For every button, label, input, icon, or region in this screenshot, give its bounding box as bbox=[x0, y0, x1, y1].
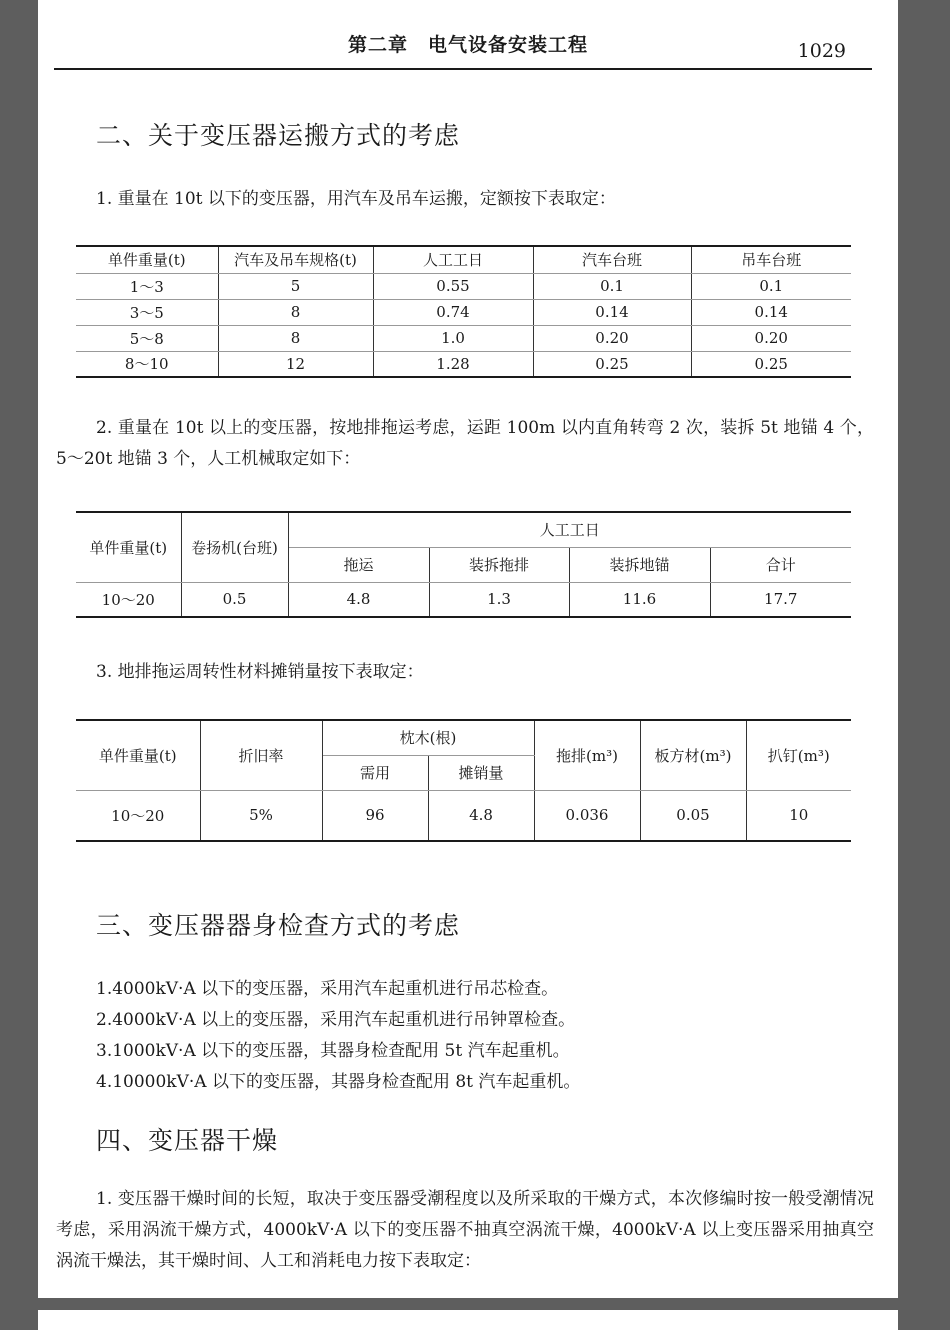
table-cell: 8 bbox=[218, 299, 373, 325]
table-cell: 11.6 bbox=[569, 582, 710, 617]
table-cell: 10～20 bbox=[76, 790, 200, 841]
section-2-item-2: 2. 重量在 10t 以上的变压器，按地排拖运考虑，运距 100m 以内直角转弯 2 次，装拆 5t 地锚 4 个，5～20t 地锚 3 个，人工机械取定如下： bbox=[56, 418, 874, 469]
table-cell: 17.7 bbox=[710, 582, 851, 617]
page-number: 1029 bbox=[797, 40, 846, 62]
table-header-cell: 吊车台班 bbox=[691, 246, 851, 273]
table-row bbox=[76, 582, 851, 617]
table-header-cell: 拖排(m³) bbox=[534, 720, 640, 790]
transport-table bbox=[76, 245, 851, 378]
table-header-cell: 单件重量(t) bbox=[76, 512, 181, 582]
table-header-row bbox=[76, 720, 851, 755]
table-cell: 0.1 bbox=[533, 273, 691, 299]
section-4-item-1: 1. 变压器干燥时间的长短，取决于变压器受潮程度以及所采取的干燥方式，本次修编时按一般受潮情况考虑，采用涡流干燥方式，4000kV·A 以下的变压器不抽真空涡流干燥，4000kV·A 以上变压器采用抽真空涡流干燥法，其干燥时间、人工和消耗电力按下表取定： bbox=[56, 1189, 874, 1271]
header-rule bbox=[54, 68, 872, 70]
table-group-header: 人工工日 bbox=[288, 512, 851, 547]
table-header-cell: 人工工日 bbox=[373, 246, 533, 273]
section-3-item: 1.4000kV·A 以下的变压器，采用汽车起重机进行吊芯检查。 bbox=[96, 979, 559, 999]
table-header-cell: 摊销量 bbox=[428, 755, 534, 790]
section-2-heading: 二、关于变压器运搬方式的考虑 bbox=[96, 121, 461, 150]
table-cell: 12 bbox=[218, 351, 373, 377]
table-cell: 0.25 bbox=[691, 351, 851, 377]
table-header-cell: 需用 bbox=[322, 755, 428, 790]
table-cell: 0.5 bbox=[181, 582, 288, 617]
table-cell: 0.14 bbox=[533, 299, 691, 325]
table-cell: 0.55 bbox=[373, 273, 533, 299]
table-cell: 0.036 bbox=[534, 790, 640, 841]
section-2-item-1: 1. 重量在 10t 以下的变压器，用汽车及吊车运搬，定额按下表取定： bbox=[96, 189, 616, 209]
table-cell: 5～8 bbox=[76, 325, 218, 351]
table-header-row bbox=[76, 512, 851, 547]
table-cell: 5% bbox=[200, 790, 322, 841]
table-cell: 3～5 bbox=[76, 299, 218, 325]
table-header-cell: 汽车及吊车规格(t) bbox=[218, 246, 373, 273]
table-cell: 8 bbox=[218, 325, 373, 351]
table-cell: 1.3 bbox=[429, 582, 569, 617]
section-2-item-3: 3. 地排拖运周转性材料摊销量按下表取定： bbox=[96, 662, 424, 682]
section-3-item: 4.10000kV·A 以下的变压器，其器身检查配用 8t 汽车起重机。 bbox=[96, 1072, 581, 1092]
table-cell: 1.0 bbox=[373, 325, 533, 351]
table-cell: 1.28 bbox=[373, 351, 533, 377]
running-header-title: 第二章 电气设备安装工程 bbox=[347, 34, 588, 56]
table-header-row bbox=[76, 246, 851, 273]
table-header-cell: 折旧率 bbox=[200, 720, 322, 790]
table-cell: 10 bbox=[746, 790, 851, 841]
table-row bbox=[76, 351, 851, 377]
table-header-cell: 卷扬机(台班) bbox=[181, 512, 288, 582]
table-cell: 4.8 bbox=[288, 582, 429, 617]
skid-transport-table bbox=[76, 511, 851, 618]
table-header-cell: 板方材(m³) bbox=[640, 720, 746, 790]
table-cell: 0.25 bbox=[533, 351, 691, 377]
table-cell: 8～10 bbox=[76, 351, 218, 377]
table-row bbox=[76, 299, 851, 325]
table-cell: 0.20 bbox=[533, 325, 691, 351]
table-header-cell: 单件重量(t) bbox=[76, 720, 200, 790]
table-cell: 5 bbox=[218, 273, 373, 299]
section-3-item: 2.4000kV·A 以上的变压器，采用汽车起重机进行吊钟罩检查。 bbox=[96, 1010, 576, 1030]
table-header-cell: 装拆拖排 bbox=[429, 547, 569, 582]
materials-table bbox=[76, 719, 851, 842]
table-cell: 96 bbox=[322, 790, 428, 841]
next-page-edge bbox=[38, 1310, 898, 1330]
table-group-header: 枕木(根) bbox=[322, 720, 534, 755]
table-header-cell: 拖运 bbox=[288, 547, 429, 582]
table-header-cell: 单件重量(t) bbox=[76, 246, 218, 273]
section-4-heading: 四、变压器干燥 bbox=[96, 1126, 279, 1155]
table-cell: 4.8 bbox=[428, 790, 534, 841]
table-row bbox=[76, 273, 851, 299]
table-cell: 0.14 bbox=[691, 299, 851, 325]
table-cell: 0.74 bbox=[373, 299, 533, 325]
table-cell: 0.20 bbox=[691, 325, 851, 351]
table-cell: 1～3 bbox=[76, 273, 218, 299]
section-3-item: 3.1000kV·A 以下的变压器，其器身检查配用 5t 汽车起重机。 bbox=[96, 1041, 570, 1061]
table-header-cell: 合计 bbox=[710, 547, 851, 582]
table-row bbox=[76, 790, 851, 841]
table-header-cell: 装拆地锚 bbox=[569, 547, 710, 582]
document-page bbox=[38, 0, 898, 1298]
table-header-cell: 扒钉(m³) bbox=[746, 720, 851, 790]
table-cell: 0.05 bbox=[640, 790, 746, 841]
table-cell: 10～20 bbox=[76, 582, 181, 617]
section-3-heading: 三、变压器器身检查方式的考虑 bbox=[96, 911, 461, 940]
table-row bbox=[76, 325, 851, 351]
table-header-cell: 汽车台班 bbox=[533, 246, 691, 273]
table-cell: 0.1 bbox=[691, 273, 851, 299]
